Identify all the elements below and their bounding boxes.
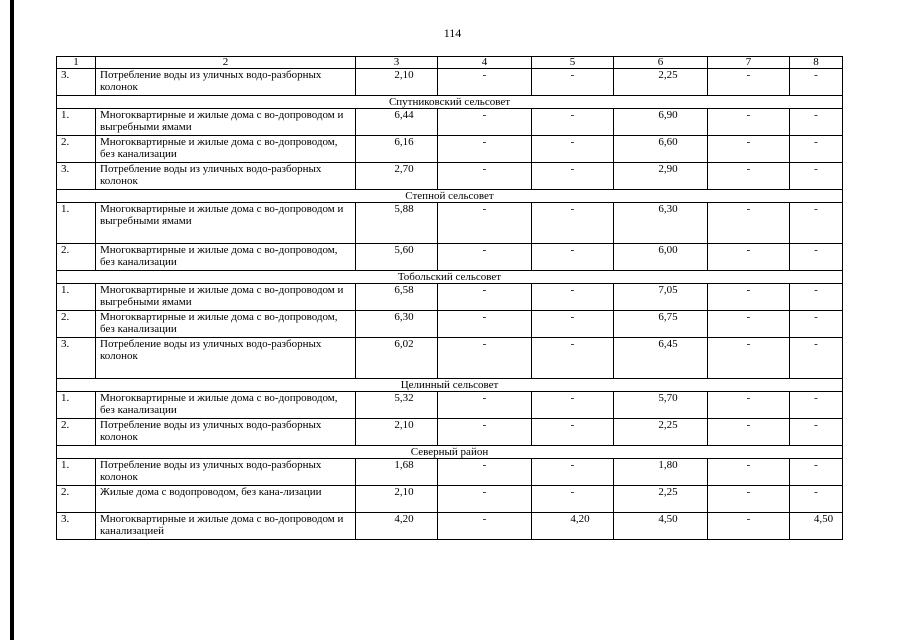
value-cell-5: - xyxy=(532,486,614,513)
header-cell: 8 xyxy=(790,57,843,69)
value-cell-4: - xyxy=(438,163,532,190)
description-cell: Многоквартирные и жилые дома с во-допроводом и канализацией xyxy=(96,513,356,540)
section-title: Степной сельсовет xyxy=(57,190,843,203)
value-cell-3: 5,32 xyxy=(356,392,438,419)
section-header-row xyxy=(57,190,843,203)
value-cell-4: - xyxy=(438,69,532,96)
page-number: 114 xyxy=(443,26,462,40)
description-cell: Потребление воды из уличных водо-разборных колонок xyxy=(96,69,356,96)
row-number-cell: 1. xyxy=(57,109,96,136)
value-cell-8: - xyxy=(790,136,843,163)
section-header-row xyxy=(57,446,843,459)
table-row xyxy=(57,109,843,136)
row-number-cell: 3. xyxy=(57,338,96,379)
section-title: Целинный сельсовет xyxy=(57,379,843,392)
section-title: Северный район xyxy=(57,446,843,459)
table-row xyxy=(57,459,843,486)
value-cell-7: - xyxy=(708,459,790,486)
row-number-cell: 2. xyxy=(57,244,96,271)
table-row xyxy=(57,284,843,311)
row-number-cell: 2. xyxy=(57,136,96,163)
value-cell-8: - xyxy=(790,311,843,338)
header-cell: 5 xyxy=(532,57,614,69)
value-cell-6: 4,50 xyxy=(614,513,708,540)
value-cell-8: - xyxy=(790,459,843,486)
value-cell-8: - xyxy=(790,486,843,513)
value-cell-7: - xyxy=(708,486,790,513)
value-cell-4: - xyxy=(438,459,532,486)
value-cell-8: - xyxy=(790,338,843,379)
header-cell: 2 xyxy=(96,57,356,69)
value-cell-6: 2,25 xyxy=(614,486,708,513)
value-cell-3: 6,58 xyxy=(356,284,438,311)
header-cell: 4 xyxy=(438,57,532,69)
value-cell-7: - xyxy=(708,244,790,271)
table-row xyxy=(57,419,843,446)
value-cell-4: - xyxy=(438,513,532,540)
description-cell: Потребление воды из уличных водо-разборных колонок xyxy=(96,163,356,190)
value-cell-7: - xyxy=(708,163,790,190)
value-cell-8: - xyxy=(790,203,843,244)
value-cell-5: - xyxy=(532,459,614,486)
value-cell-3: 2,10 xyxy=(356,419,438,446)
row-number-cell: 1. xyxy=(57,459,96,486)
header-cell: 7 xyxy=(708,57,790,69)
table-row xyxy=(57,163,843,190)
water-norms-table xyxy=(56,56,843,540)
value-cell-8: - xyxy=(790,69,843,96)
description-cell: Многоквартирные и жилые дома с во-допроводом, без канализации xyxy=(96,311,356,338)
section-header-row xyxy=(57,96,843,109)
row-number-cell: 2. xyxy=(57,419,96,446)
value-cell-3: 6,16 xyxy=(356,136,438,163)
value-cell-4: - xyxy=(438,338,532,379)
table-row xyxy=(57,311,843,338)
value-cell-7: - xyxy=(708,338,790,379)
value-cell-3: 1,68 xyxy=(356,459,438,486)
value-cell-7: - xyxy=(708,284,790,311)
value-cell-6: 6,45 xyxy=(614,338,708,379)
value-cell-8: - xyxy=(790,109,843,136)
section-title: Спутниковский сельсовет xyxy=(57,96,843,109)
table-row xyxy=(57,392,843,419)
table-row xyxy=(57,69,843,96)
row-number-cell: 1. xyxy=(57,203,96,244)
value-cell-6: 6,00 xyxy=(614,244,708,271)
value-cell-5: - xyxy=(532,311,614,338)
value-cell-3: 5,88 xyxy=(356,203,438,244)
value-cell-3: 4,20 xyxy=(356,513,438,540)
row-number-cell: 3. xyxy=(57,163,96,190)
value-cell-6: 6,75 xyxy=(614,311,708,338)
value-cell-7: - xyxy=(708,419,790,446)
value-cell-8: 4,50 xyxy=(790,513,843,540)
page-edge-bar xyxy=(10,0,14,640)
table-row xyxy=(57,486,843,513)
value-cell-6: 6,30 xyxy=(614,203,708,244)
value-cell-5: - xyxy=(532,419,614,446)
value-cell-7: - xyxy=(708,392,790,419)
row-number-cell: 1. xyxy=(57,284,96,311)
value-cell-6: 6,90 xyxy=(614,109,708,136)
description-cell: Многоквартирные и жилые дома с во-допроводом, без канализации xyxy=(96,244,356,271)
value-cell-5: - xyxy=(532,69,614,96)
value-cell-6: 1,80 xyxy=(614,459,708,486)
table-row xyxy=(57,203,843,244)
section-header-row xyxy=(57,271,843,284)
value-cell-4: - xyxy=(438,392,532,419)
value-cell-6: 6,60 xyxy=(614,136,708,163)
value-cell-7: - xyxy=(708,311,790,338)
value-cell-4: - xyxy=(438,486,532,513)
value-cell-5: - xyxy=(532,136,614,163)
value-cell-7: - xyxy=(708,513,790,540)
description-cell: Многоквартирные и жилые дома с во-допроводом и выгребными ямами xyxy=(96,109,356,136)
value-cell-8: - xyxy=(790,419,843,446)
value-cell-7: - xyxy=(708,203,790,244)
table-row xyxy=(57,338,843,379)
value-cell-5: - xyxy=(532,163,614,190)
table-row xyxy=(57,136,843,163)
value-cell-6: 5,70 xyxy=(614,392,708,419)
value-cell-8: - xyxy=(790,284,843,311)
value-cell-8: - xyxy=(790,244,843,271)
value-cell-3: 2,10 xyxy=(356,69,438,96)
row-number-cell: 3. xyxy=(57,513,96,540)
table-row xyxy=(57,513,843,540)
description-cell: Потребление воды из уличных водо-разборных колонок xyxy=(96,459,356,486)
value-cell-4: - xyxy=(438,203,532,244)
value-cell-4: - xyxy=(438,109,532,136)
value-cell-5: 4,20 xyxy=(532,513,614,540)
section-title: Тобольский сельсовет xyxy=(57,271,843,284)
description-cell: Многоквартирные и жилые дома с во-допроводом, без канализации xyxy=(96,392,356,419)
header-row xyxy=(57,57,843,69)
value-cell-7: - xyxy=(708,69,790,96)
value-cell-3: 2,10 xyxy=(356,486,438,513)
value-cell-5: - xyxy=(532,338,614,379)
table-row xyxy=(57,244,843,271)
description-cell: Многоквартирные и жилые дома с во-допроводом и выгребными ямами xyxy=(96,203,356,244)
value-cell-3: 6,02 xyxy=(356,338,438,379)
value-cell-6: 7,05 xyxy=(614,284,708,311)
header-cell: 3 xyxy=(356,57,438,69)
section-header-row xyxy=(57,379,843,392)
value-cell-5: - xyxy=(532,392,614,419)
description-cell: Жилые дома с водопроводом, без кана-лизации xyxy=(96,486,356,513)
description-cell: Многоквартирные и жилые дома с во-допроводом и выгребными ямами xyxy=(96,284,356,311)
description-cell: Потребление воды из уличных водо-разборных колонок xyxy=(96,338,356,379)
value-cell-8: - xyxy=(790,392,843,419)
value-cell-5: - xyxy=(532,109,614,136)
value-cell-7: - xyxy=(708,136,790,163)
row-number-cell: 3. xyxy=(57,69,96,96)
header-cell: 1 xyxy=(57,57,96,69)
value-cell-5: - xyxy=(532,284,614,311)
value-cell-5: - xyxy=(532,203,614,244)
value-cell-3: 6,44 xyxy=(356,109,438,136)
value-cell-3: 6,30 xyxy=(356,311,438,338)
value-cell-4: - xyxy=(438,136,532,163)
value-cell-4: - xyxy=(438,419,532,446)
value-cell-8: - xyxy=(790,163,843,190)
value-cell-3: 2,70 xyxy=(356,163,438,190)
value-cell-6: 2,90 xyxy=(614,163,708,190)
value-cell-6: 2,25 xyxy=(614,69,708,96)
value-cell-5: - xyxy=(532,244,614,271)
row-number-cell: 2. xyxy=(57,311,96,338)
row-number-cell: 2. xyxy=(57,486,96,513)
value-cell-4: - xyxy=(438,311,532,338)
value-cell-4: - xyxy=(438,244,532,271)
value-cell-6: 2,25 xyxy=(614,419,708,446)
value-cell-7: - xyxy=(708,109,790,136)
value-cell-3: 5,60 xyxy=(356,244,438,271)
value-cell-4: - xyxy=(438,284,532,311)
description-cell: Потребление воды из уличных водо-разборных колонок xyxy=(96,419,356,446)
row-number-cell: 1. xyxy=(57,392,96,419)
header-cell: 6 xyxy=(614,57,708,69)
description-cell: Многоквартирные и жилые дома с во-допроводом, без канализации xyxy=(96,136,356,163)
